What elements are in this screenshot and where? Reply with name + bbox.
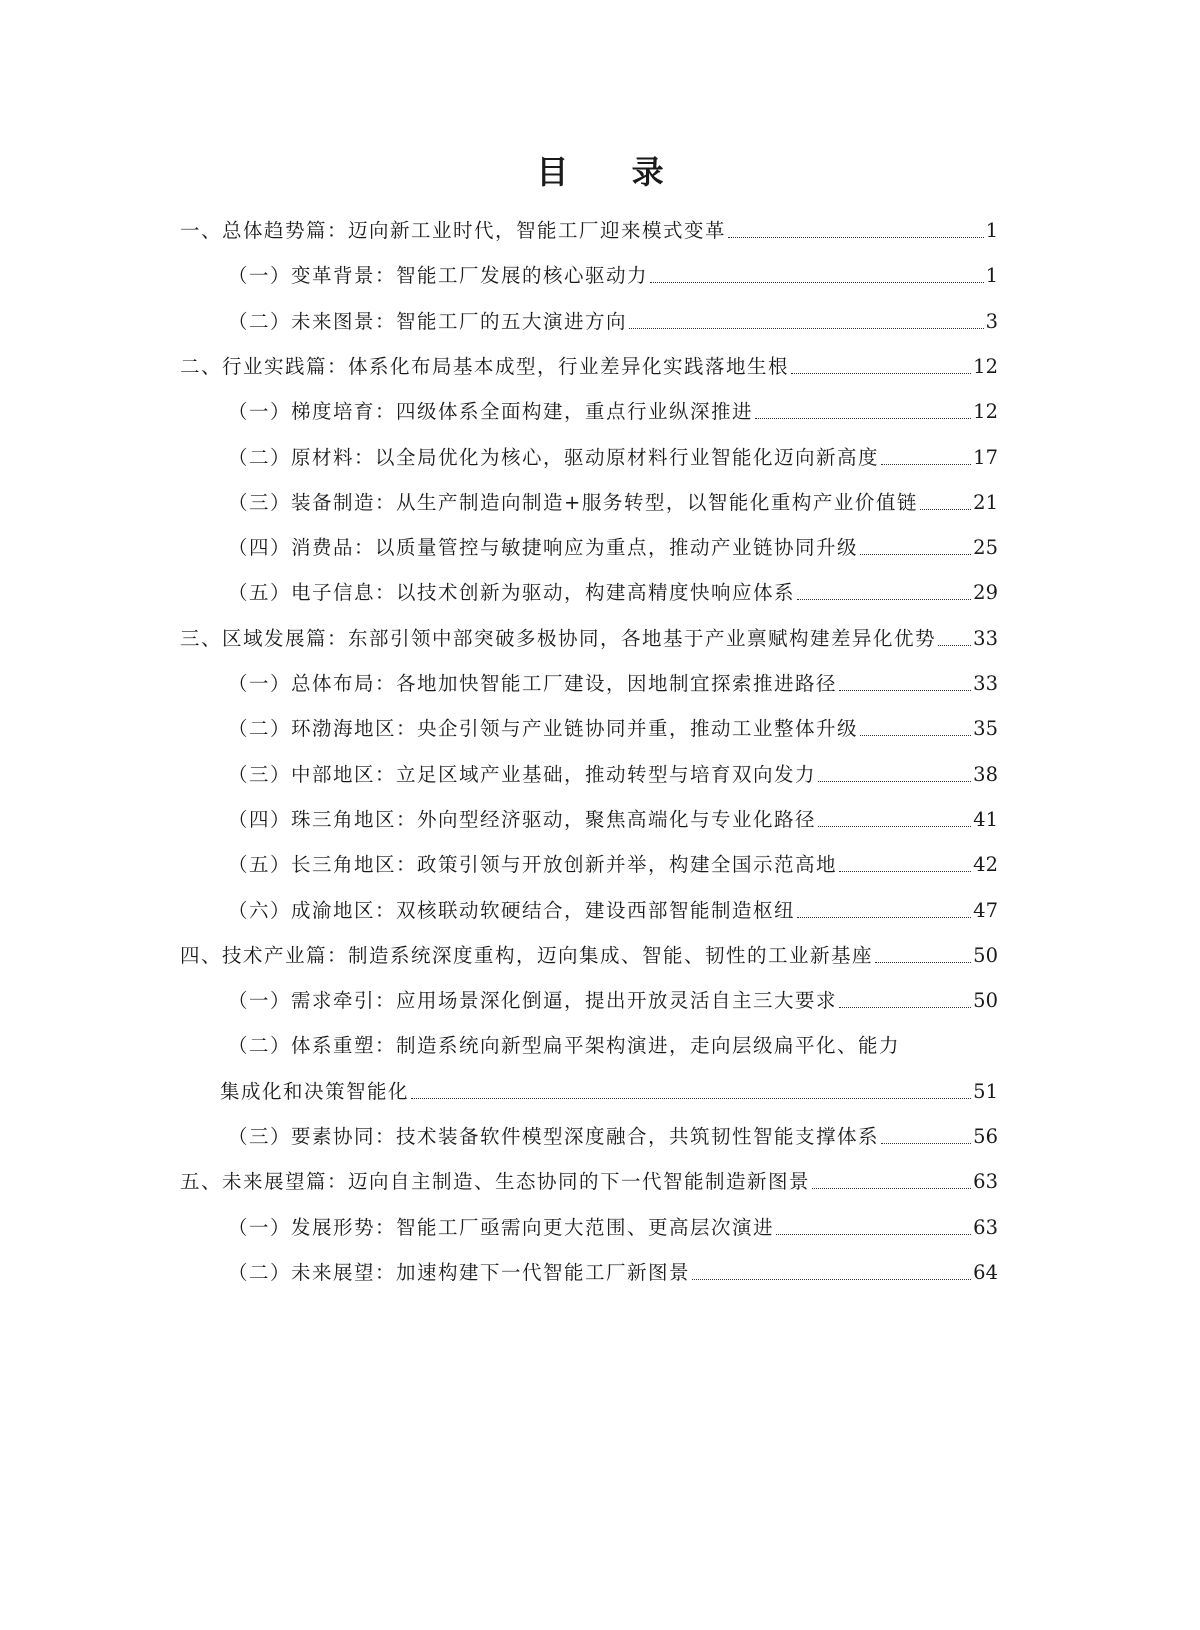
toc-dot-leader <box>881 464 971 465</box>
toc-section-entry[interactable] <box>228 482 998 516</box>
toc-page-number: 42 <box>973 853 998 877</box>
toc-entry-title: （五）长三角地区：政策引领与开放创新并举，构建全国示范高地 <box>228 853 838 877</box>
toc-page-number: 33 <box>973 626 998 650</box>
toc-entry-title: （一）需求牵引：应用场景深化倒逼，提出开放灵活自主三大要求 <box>228 989 838 1013</box>
toc-entry-title: （四）消费品：以质量管控与敏捷响应为重点，推动产业链协同升级 <box>228 536 859 560</box>
toc-page-number: 12 <box>973 354 998 378</box>
toc-section-entry[interactable] <box>228 572 998 606</box>
toc-entry-title: （二）原材料：以全局优化为核心，驱动原材料行业智能化迈向新高度 <box>228 445 880 469</box>
toc-section-entry[interactable] <box>228 663 998 697</box>
toc-entry-title: （三）装备制造：从生产制造向制造+服务转型，以智能化重构产业价值链 <box>228 490 918 514</box>
toc-section-entry[interactable] <box>228 1025 998 1059</box>
toc-entry-title: 五、未来展望篇：迈向自主制造、生态协同的下一代智能制造新图景 <box>180 1170 811 1194</box>
toc-page-number: 63 <box>973 1170 998 1194</box>
toc-page-number: 33 <box>973 672 998 695</box>
toc-page-number: 50 <box>973 943 998 967</box>
toc-section-entry[interactable] <box>228 527 998 561</box>
toc-entry-title: （一）总体布局：各地加快智能工厂建设，因地制宜探索推进路径 <box>228 672 838 695</box>
toc-page-number: 29 <box>973 581 998 605</box>
toc-page-number: 38 <box>973 762 998 786</box>
toc-entry-title: （三）要素协同：技术装备软件模型深度融合，共筑韧性智能支撑体系 <box>228 1125 880 1148</box>
toc-dot-leader <box>812 1188 971 1189</box>
toc-page-number: 41 <box>973 807 998 831</box>
toc-page-number: 35 <box>973 717 998 741</box>
toc-entry-title: （二）未来图景：智能工厂的五大演进方向 <box>228 309 628 333</box>
toc-section-entry[interactable] <box>228 1207 998 1241</box>
toc-section-entry[interactable] <box>228 890 998 924</box>
toc-page-number: 1 <box>985 264 998 288</box>
toc-entry-title: 集成化和决策智能化 <box>220 1079 410 1103</box>
toc-dot-leader <box>839 690 971 691</box>
toc-dot-leader <box>791 373 971 374</box>
toc-entry-title: （四）珠三角地区：外向型经济驱动，聚焦高端化与专业化路径 <box>228 807 817 831</box>
toc-dot-leader <box>839 871 971 872</box>
toc-section-entry[interactable] <box>228 844 998 878</box>
toc-entry-title: （一）变革背景：智能工厂发展的核心驱动力 <box>228 264 649 288</box>
toc-page-number: 1 <box>985 219 998 242</box>
toc-dot-leader <box>650 282 984 283</box>
toc-page-number: 21 <box>973 490 998 514</box>
toc-dot-leader <box>860 554 971 555</box>
toc-chapter-entry[interactable] <box>180 346 998 380</box>
toc-dot-leader <box>818 781 971 782</box>
toc-section-entry[interactable] <box>228 1252 998 1286</box>
toc-section-entry[interactable] <box>228 1116 998 1150</box>
toc-section-entry[interactable] <box>228 301 998 335</box>
page-title: 目 录 <box>536 153 690 191</box>
toc-chapter-entry[interactable] <box>180 1161 998 1195</box>
toc-entry-title: （五）电子信息：以技术创新为驱动，构建高精度快响应体系 <box>228 581 796 605</box>
toc-entry-title: （一）发展形势：智能工厂亟需向更大范围、更高层次演进 <box>228 1215 775 1239</box>
toc-entry-title: （二）体系重塑：制造系统向新型扁平架构演进，走向层级扁平化、能力 <box>228 1034 901 1058</box>
toc-entry-title: （二）未来展望：加速构建下一代智能工厂新图景 <box>228 1260 691 1284</box>
toc-section-entry[interactable] <box>228 437 998 471</box>
toc-section-entry[interactable] <box>228 980 998 1014</box>
toc-chapter-entry[interactable] <box>180 618 998 652</box>
toc-dot-leader <box>692 1279 971 1280</box>
toc-dot-leader <box>629 328 984 329</box>
toc-section-entry[interactable] <box>228 754 998 788</box>
toc-section-entry[interactable] <box>228 708 998 742</box>
toc-dot-leader <box>776 1234 971 1235</box>
toc-entry-title: （一）梯度培育：四级体系全面构建，重点行业纵深推进 <box>228 400 754 424</box>
toc-section-entry[interactable] <box>228 391 998 425</box>
toc-page-number: 12 <box>973 400 998 424</box>
toc-page-number: 3 <box>985 309 998 333</box>
toc-page-number: 25 <box>973 536 998 560</box>
toc-page-number: 51 <box>973 1079 998 1103</box>
toc-chapter-entry[interactable] <box>180 935 998 969</box>
toc-dot-leader <box>755 418 971 419</box>
toc-section-entry[interactable] <box>228 799 998 833</box>
toc-dot-leader <box>920 509 971 510</box>
toc-dot-leader <box>860 735 971 736</box>
toc-entry-title: 三、区域发展篇：东部引领中部突破多极协同，各地基于产业禀赋构建差异化优势 <box>180 626 937 650</box>
toc-dot-leader <box>938 645 971 646</box>
toc-dot-leader <box>411 1098 971 1099</box>
toc-entry-title: 一、总体趋势篇：迈向新工业时代，智能工厂迎来模式变革 <box>180 219 727 242</box>
toc-page-number: 50 <box>973 989 998 1013</box>
toc-dot-leader <box>728 237 984 238</box>
toc-page-number: 47 <box>973 898 998 922</box>
toc-page-number: 17 <box>973 445 998 469</box>
toc-entry-title: 二、行业实践篇：体系化布局基本成型，行业差异化实践落地生根 <box>180 354 790 378</box>
toc-entry-title: （二）环渤海地区：央企引领与产业链协同并重，推动工业整体升级 <box>228 717 859 741</box>
toc-dot-leader <box>797 917 971 918</box>
toc-section-entry[interactable] <box>228 255 998 289</box>
toc-dot-leader <box>818 826 971 827</box>
toc-page-number: 63 <box>973 1215 998 1239</box>
toc-dot-leader <box>797 599 971 600</box>
toc-dot-leader <box>881 1143 971 1144</box>
toc-entry-title: 四、技术产业篇：制造系统深度重构，迈向集成、智能、韧性的工业新基座 <box>180 943 874 967</box>
toc-page-number: 56 <box>973 1125 998 1148</box>
toc-entry-title: （六）成渝地区：双核联动软硬结合，建设西部智能制造枢纽 <box>228 898 796 922</box>
toc-page-number: 64 <box>973 1260 998 1284</box>
toc-dot-leader <box>839 1007 971 1008</box>
toc-entry-title: （三）中部地区：立足区域产业基础，推动转型与培育双向发力 <box>228 762 817 786</box>
toc-chapter-entry[interactable] <box>180 210 998 244</box>
toc-dot-leader <box>875 962 971 963</box>
toc-section-entry[interactable] <box>220 1071 998 1105</box>
